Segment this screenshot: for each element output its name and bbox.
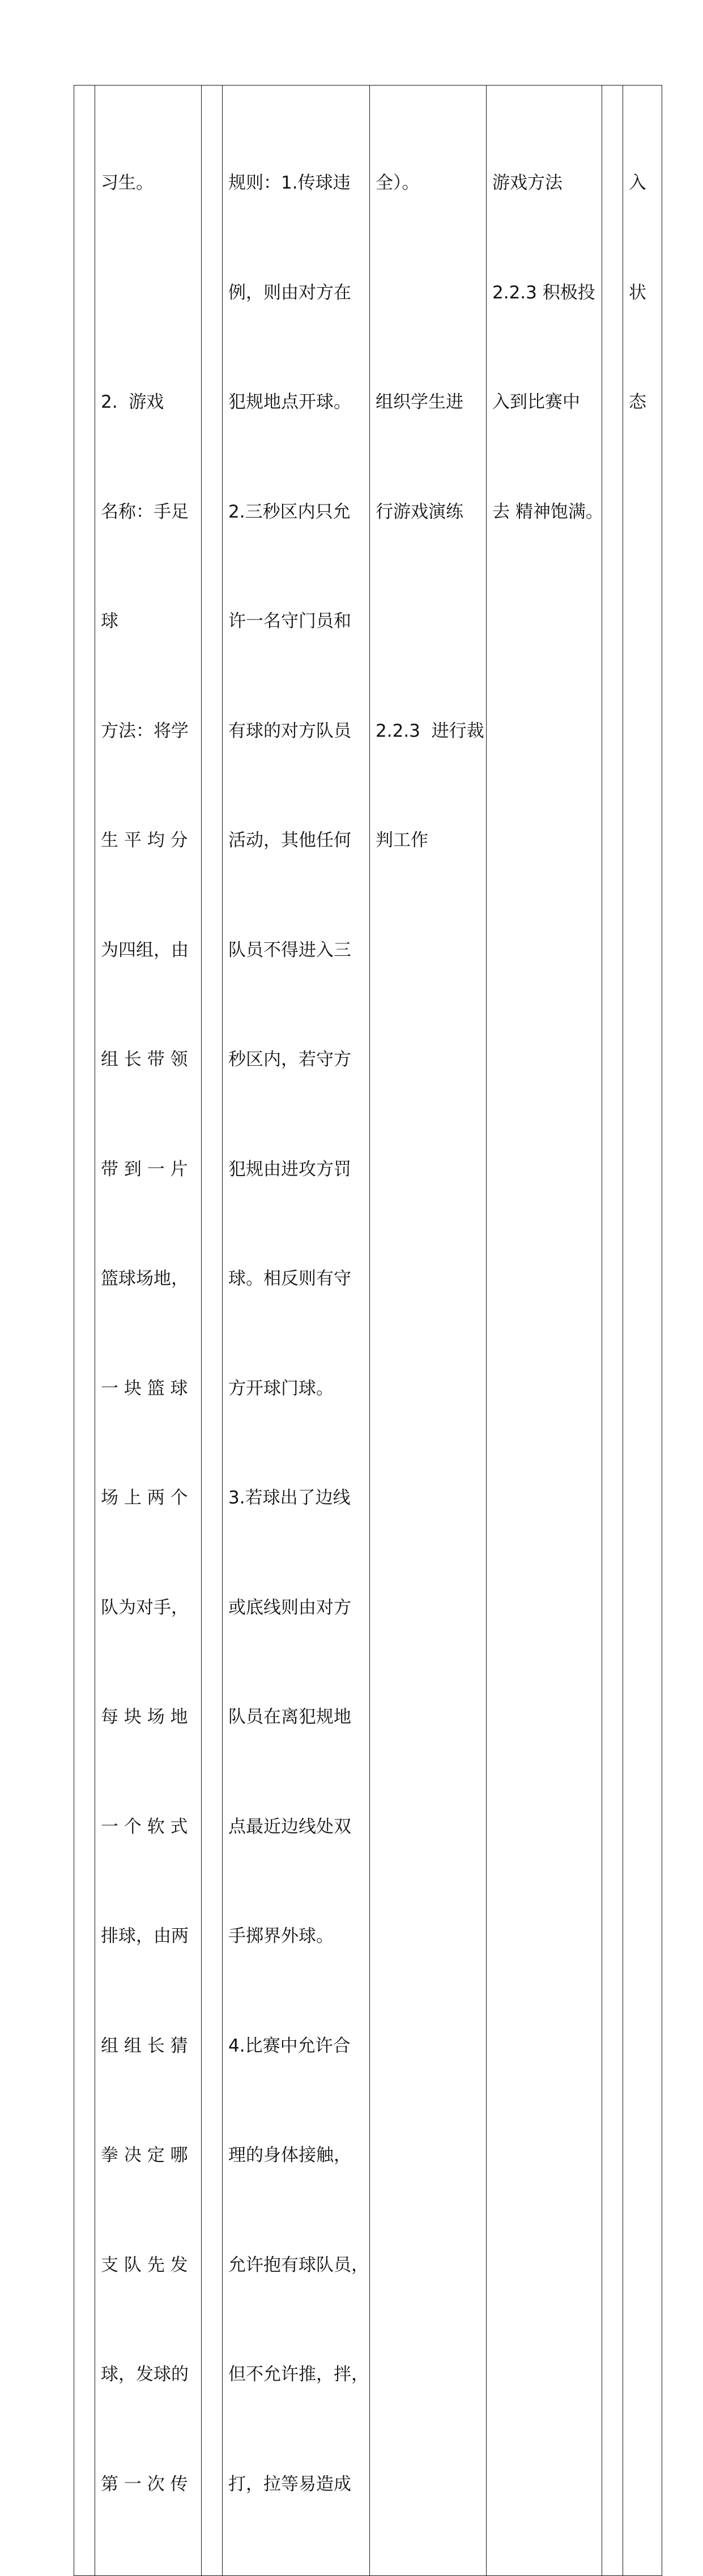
rules-line: 队员在离犯规地 [228,1707,351,1727]
table-row [74,86,662,2576]
organization-cell [370,86,487,2576]
method-line: 一 块 篮 球 [101,1378,188,1399]
rules-line: 方开球门球。 [228,1378,334,1399]
method-line: 场 上 两 个 [101,1488,188,1508]
rules-line: 犯规由进攻方罚 [228,1159,351,1180]
requirement-line: 2.2.3 积极投 [492,282,595,303]
rules-line: 犯规地点开球。 [228,392,351,412]
empty-cell-left [74,86,95,2576]
rules-cell [223,86,370,2576]
rules-line: 打，拉等易造成 [228,2474,351,2494]
rules-line: 有球的对方队员 [228,720,351,741]
rules-line: 但不允许推，拌， [228,2364,369,2385]
rules-line: 活动，其他任何 [228,830,351,851]
organization-line: 组织学生进 [376,392,463,412]
method-line: 习生。 [101,173,154,193]
requirement-line: 入到比赛中 [492,392,580,412]
rules-line: 点最近边线处双 [228,1816,351,1837]
method-line: 组 长 带 领 [101,1049,188,1070]
organization-line: 判工作 [376,830,428,851]
requirement-line: 游戏方法 [492,173,563,193]
rules-line: 允许抱有球队员， [228,2254,369,2275]
status-line: 入 [629,173,646,193]
status-line: 状 [629,282,646,303]
rules-line: 球。相反则有守 [228,1268,351,1289]
game-method-cell [95,86,202,2576]
rules-line: 规则：1.传球违 [228,173,351,193]
empty-cell-right [602,86,623,2576]
method-line: 第 一 次 传 [101,2474,188,2494]
rules-line: 例，则由对方在 [228,282,351,303]
status-text [623,86,662,494]
method-line: 一 个 软 式 [101,1816,188,1837]
method-line: 生 平 均 分 [101,830,188,851]
rules-line: 3.若球出了边线 [228,1488,351,1508]
rules-line: 手掷界外球。 [228,1926,334,1946]
rules-line: 或底线则由对方 [228,1597,351,1618]
rules-line: 队员不得进入三 [228,939,351,960]
requirement-cell [487,86,602,2576]
requirement-line: 去 精神饱满。 [492,501,603,522]
method-line-spacer [101,275,195,311]
lesson-plan-table [74,85,662,2576]
organization-line: 行游戏演练 [376,501,463,522]
organization-text [370,86,486,932]
requirement-text [487,86,602,603]
rules-line: 秒区内，若守方 [228,1049,351,1070]
method-line: 排球，由两 [101,1926,189,1946]
rules-line: 2.三秒区内只允 [228,501,351,522]
method-line: 方法：将学 [101,720,189,741]
status-line: 态 [629,392,646,412]
method-line: 名称：手足 [101,501,189,522]
rules-line: 理的身体接触， [228,2145,351,2165]
method-line: 带 到 一 片 [101,1159,188,1180]
empty-cell-middle [202,86,223,2576]
organization-line-spacer [376,603,480,640]
method-line: 支 队 先 发 [101,2254,188,2275]
rules-line: 许一名守门员和 [228,611,351,631]
game-method-text [95,86,201,2575]
organization-line: 全）。 [376,173,420,193]
method-line: 为四组，由 [101,939,189,960]
method-line: 每 块 场 地 [101,1707,188,1727]
method-line: 2. 游戏 [101,392,164,412]
method-line: 篮球场地， [101,1268,189,1289]
method-line: 球 [101,611,118,631]
organization-line-spacer [376,275,480,311]
method-line: 球，发球的 [101,2364,189,2385]
status-cell [623,86,662,2576]
method-line: 队为对手， [101,1597,189,1618]
method-line: 拳 决 定 哪 [101,2145,188,2165]
rules-text [223,86,369,2575]
organization-line: 2.2.3 进行裁 [376,720,484,741]
method-line: 组 组 长 猜 [101,2035,188,2056]
rules-line: 4.比赛中允许合 [228,2035,351,2056]
